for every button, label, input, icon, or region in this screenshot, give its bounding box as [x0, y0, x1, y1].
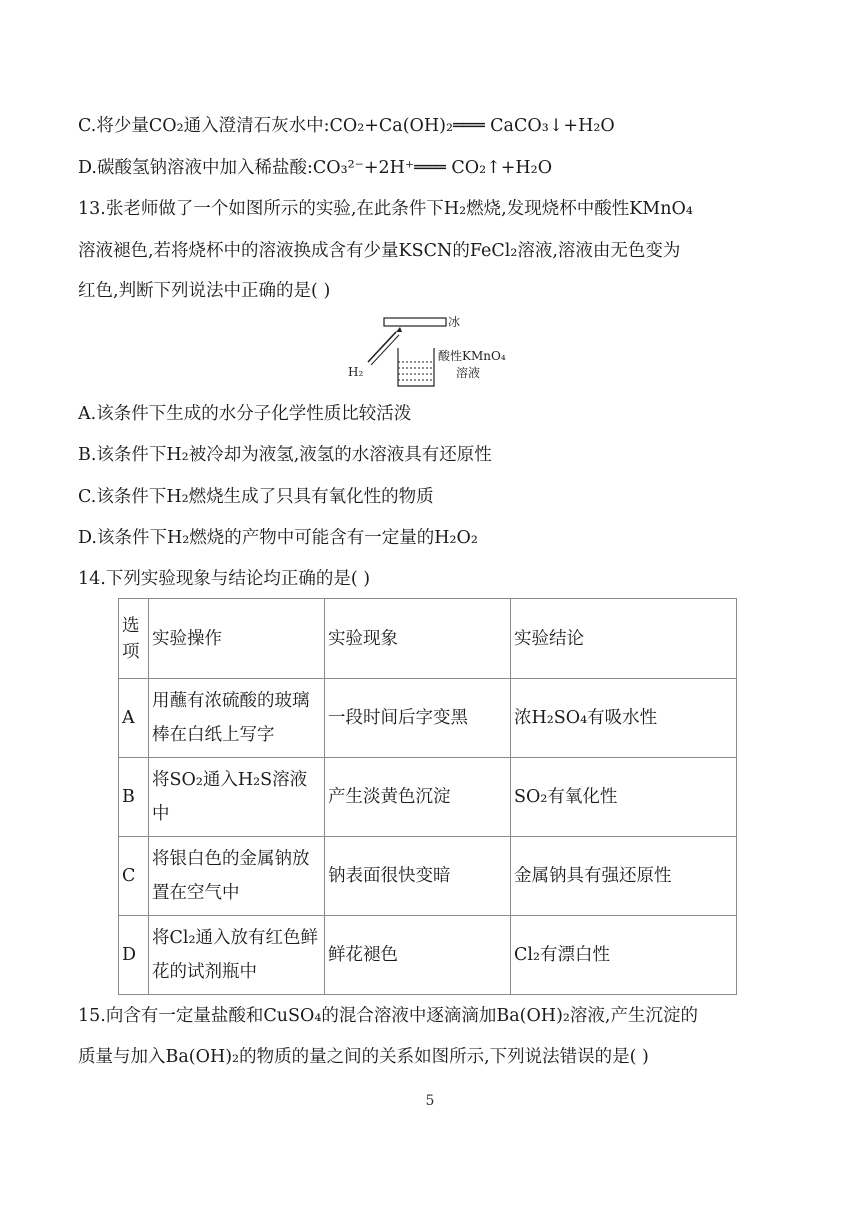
header-phenomenon: 实验现象	[325, 599, 511, 679]
header-conclusion: 实验结论	[511, 599, 737, 679]
beaker-label-2: 溶液	[456, 366, 481, 380]
h2-tube	[368, 332, 396, 362]
row-phenomenon: 鲜花褪色	[325, 916, 511, 995]
q14-table	[118, 598, 737, 995]
page-number: 5	[425, 1093, 435, 1109]
ice-plate	[384, 318, 446, 326]
row-operation: 将银白色的金属钠放置在空气中	[149, 837, 325, 916]
row-conclusion: 金属钠具有强还原性	[511, 837, 737, 916]
flame-icon	[396, 327, 402, 332]
option-c-line: C.将少量CO₂通入澄清石灰水中:CO₂+Ca(OH)₂═══ CaCO₃↓+H₂O	[78, 116, 615, 136]
table-row	[119, 758, 737, 837]
q13-option-b: B.该条件下H₂被冷却为液氢,液氢的水溶液具有还原性	[78, 445, 492, 465]
question-15-line-2: 质量与加入Ba(OH)₂的物质的量之间的关系如图所示,下列说法错误的是( )	[78, 1047, 649, 1067]
row-conclusion: Cl₂有漂白性	[511, 916, 737, 995]
beaker-label-1: 酸性KMnO₄	[438, 349, 506, 363]
experiment-figure	[340, 310, 540, 390]
table-row	[119, 679, 737, 758]
row-operation: 用蘸有浓硫酸的玻璃棒在白纸上写字	[149, 679, 325, 758]
question-14: 14.下列实验现象与结论均正确的是( )	[78, 569, 371, 589]
row-conclusion: 浓H₂SO₄有吸水性	[511, 679, 737, 758]
row-option: B	[119, 758, 149, 837]
table-header-row	[119, 599, 737, 679]
row-phenomenon: 产生淡黄色沉淀	[325, 758, 511, 837]
question-13-line-3: 红色,判断下列说法中正确的是( )	[78, 281, 331, 301]
table-row	[119, 837, 737, 916]
row-conclusion: SO₂有氧化性	[511, 758, 737, 837]
ice-label: 冰	[448, 315, 461, 329]
h2-label: H₂	[348, 365, 364, 379]
question-13-line-1: 13.张老师做了一个如图所示的实验,在此条件下H₂燃烧,发现烧杯中酸性KMnO₄	[78, 199, 693, 219]
q13-option-a: A.该条件下生成的水分子化学性质比较活泼	[78, 404, 412, 424]
row-phenomenon: 钠表面很快变暗	[325, 837, 511, 916]
question-15-line-1: 15.向含有一定量盐酸和CuSO₄的混合溶液中逐滴滴加Ba(OH)₂溶液,产生沉淀的	[78, 1006, 698, 1026]
q13-option-c: C.该条件下H₂燃烧生成了只具有氧化性的物质	[78, 487, 434, 507]
row-option: C	[119, 837, 149, 916]
q13-option-d: D.该条件下H₂燃烧的产物中可能含有一定量的H₂O₂	[78, 528, 478, 548]
option-d-line: D.碳酸氢钠溶液中加入稀盐酸:CO₃²⁻+2H⁺═══ CO₂↑+H₂O	[78, 158, 553, 178]
row-option: D	[119, 916, 149, 995]
header-operation: 实验操作	[149, 599, 325, 679]
header-option: 选项	[119, 599, 149, 679]
row-phenomenon: 一段时间后字变黑	[325, 679, 511, 758]
table-row	[119, 916, 737, 995]
row-operation: 将SO₂通入H₂S溶液中	[149, 758, 325, 837]
question-13-line-2: 溶液褪色,若将烧杯中的溶液换成含有少量KSCN的FeCl₂溶液,溶液由无色变为	[78, 241, 681, 261]
row-operation: 将Cl₂通入放有红色鲜花的试剂瓶中	[149, 916, 325, 995]
row-option: A	[119, 679, 149, 758]
